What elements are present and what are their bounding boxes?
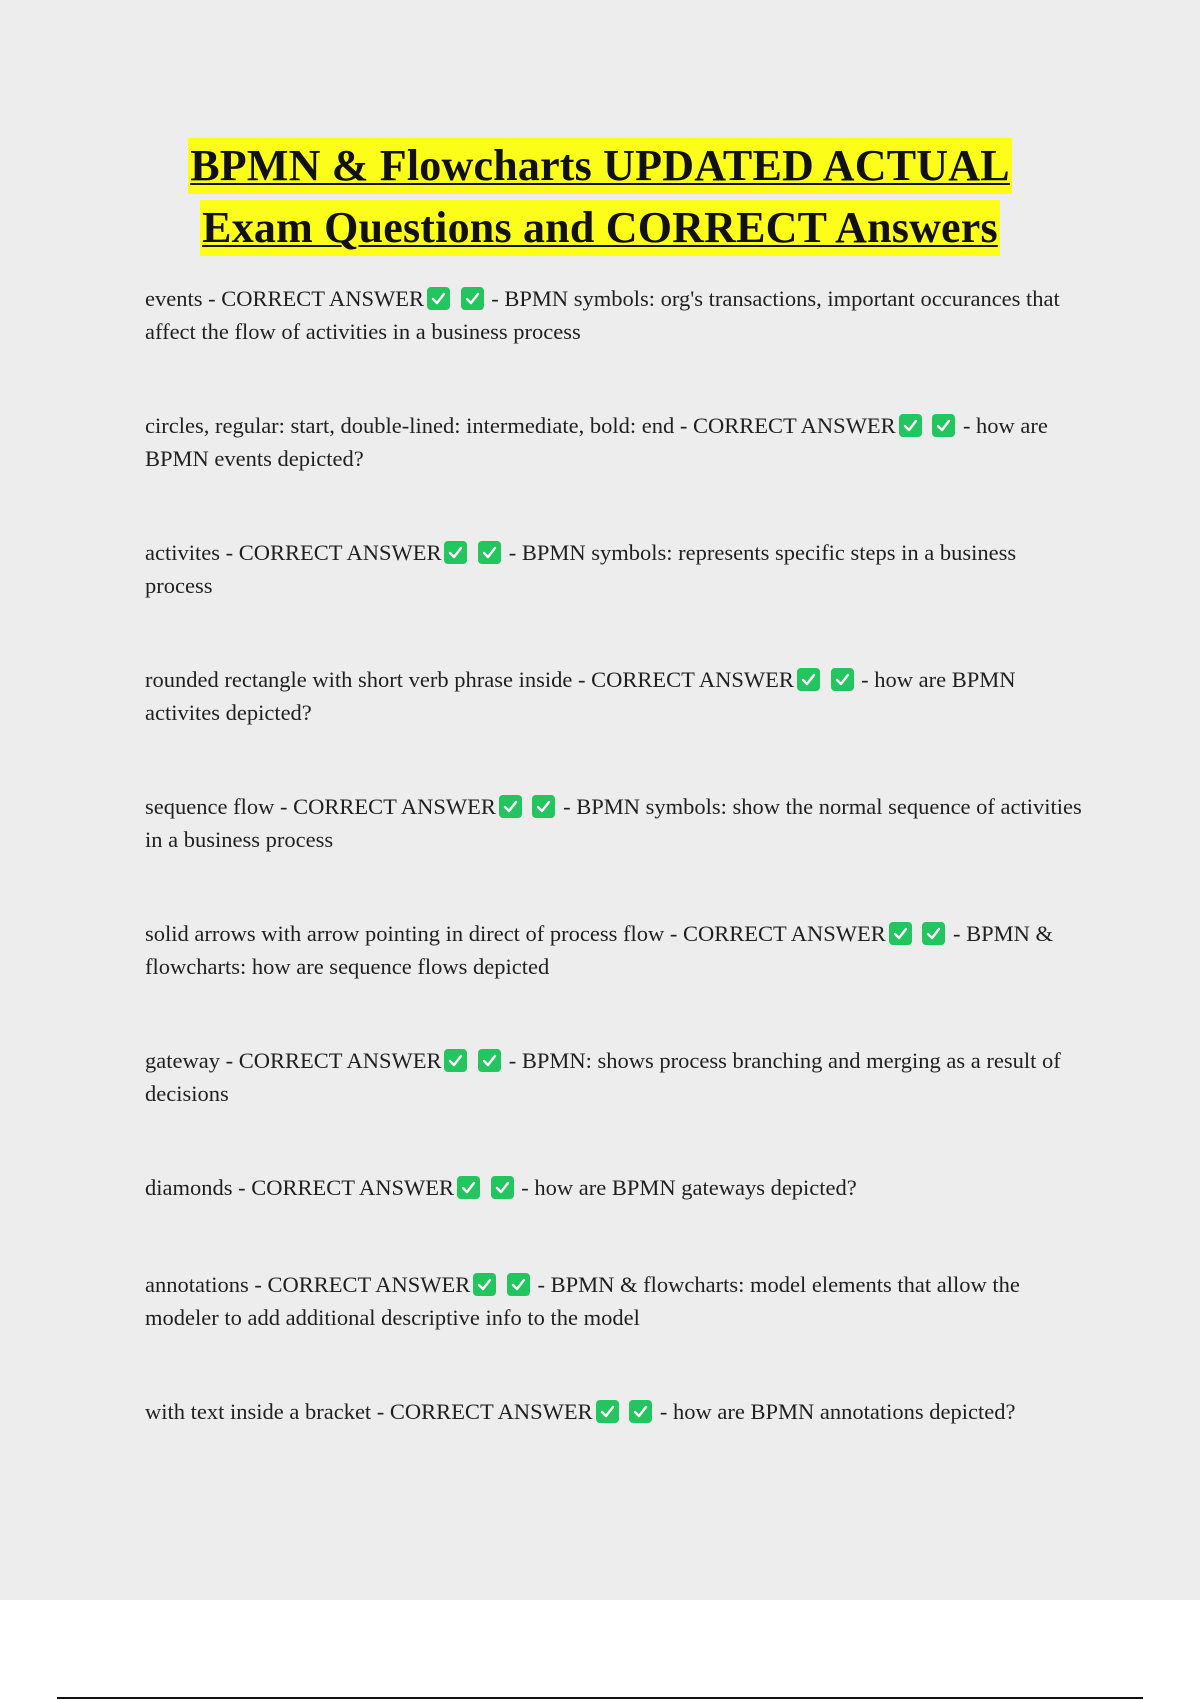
check-icon — [478, 1049, 501, 1072]
answer-label: CORRECT ANSWER — [591, 667, 794, 692]
document-title — [0, 138, 1200, 256]
qa-item — [145, 1171, 1085, 1204]
qa-definition: - BPMN symbols: org's transactions, important occurances that affect the flow of activities in a business process — [145, 286, 1060, 344]
qa-term: diamonds - — [145, 1175, 252, 1200]
qa-item — [145, 1044, 1085, 1110]
qa-definition: - BPMN & flowcharts: model elements that allow the modeler to add additional descriptive info to the model — [145, 1272, 1020, 1330]
qa-item — [145, 409, 1085, 475]
qa-definition: - BPMN symbols: show the normal sequence of activities in a business process — [145, 794, 1082, 852]
answer-label: CORRECT ANSWER — [267, 1272, 471, 1297]
check-icon — [478, 541, 501, 564]
check-icon — [899, 414, 922, 437]
answer-label: CORRECT ANSWER — [389, 1399, 593, 1424]
answer-label: CORRECT ANSWER — [293, 794, 496, 819]
qa-definition: - how are BPMN annotations depicted? — [654, 1399, 1016, 1424]
qa-item — [145, 536, 1085, 602]
check-icon — [491, 1176, 514, 1199]
qa-term: events - — [145, 286, 222, 311]
qa-term: circles, regular: start, double-lined: intermediate, bold: end - — [145, 413, 693, 438]
qa-item — [145, 1268, 1085, 1334]
qa-definition: - how are BPMN activites depicted? — [145, 667, 1016, 725]
answer-label: CORRECT ANSWER — [251, 1175, 454, 1200]
check-icon — [932, 414, 955, 437]
check-icon — [922, 922, 945, 945]
check-icon — [444, 1049, 467, 1072]
qa-item — [145, 1395, 1085, 1428]
title-line-2: Exam Questions and CORRECT Answers — [200, 200, 1000, 256]
qa-term: sequence flow - — [145, 794, 294, 819]
qa-item — [145, 790, 1085, 856]
check-icon — [889, 922, 912, 945]
check-icon — [831, 668, 854, 691]
qa-term: activites - — [145, 540, 239, 565]
qa-term: solid arrows with arrow pointing in direct of process flow - — [145, 921, 684, 946]
check-icon — [507, 1273, 530, 1296]
check-icon — [427, 287, 450, 310]
check-icon — [444, 541, 467, 564]
qa-definition: - BPMN & flowcharts: how are sequence flows depicted — [145, 921, 1054, 979]
qa-item — [145, 282, 1085, 348]
qa-term: rounded rectangle with short verb phrase inside - — [145, 667, 592, 692]
answer-label: CORRECT ANSWER — [221, 286, 424, 311]
title-line-1: BPMN & Flowcharts UPDATED ACTUAL — [188, 138, 1012, 194]
check-icon — [532, 795, 555, 818]
qa-term: with text inside a bracket - — [145, 1399, 390, 1424]
check-icon — [461, 287, 484, 310]
check-icon — [629, 1400, 652, 1423]
footer-divider — [57, 1697, 1143, 1699]
qa-definition: - BPMN: shows process branching and merging as a result of decisions — [145, 1048, 1061, 1106]
check-icon — [596, 1400, 619, 1423]
check-icon — [499, 795, 522, 818]
qa-term: annotations - — [145, 1272, 268, 1297]
check-icon — [473, 1273, 496, 1296]
answer-label: CORRECT ANSWER — [238, 1048, 442, 1073]
qa-definition: - how are BPMN events depicted? — [145, 413, 1048, 471]
qa-item — [145, 663, 1085, 729]
qa-item — [145, 917, 1085, 983]
qa-term: gateway - — [145, 1048, 239, 1073]
answer-label: CORRECT ANSWER — [238, 540, 442, 565]
check-icon — [797, 668, 820, 691]
qa-definition: - how are BPMN gateways depicted? — [515, 1175, 857, 1200]
qa-definition: - BPMN symbols: represents specific steps in a business process — [145, 540, 1017, 598]
check-icon — [457, 1176, 480, 1199]
answer-label: CORRECT ANSWER — [692, 413, 896, 438]
answer-label: CORRECT ANSWER — [683, 921, 886, 946]
